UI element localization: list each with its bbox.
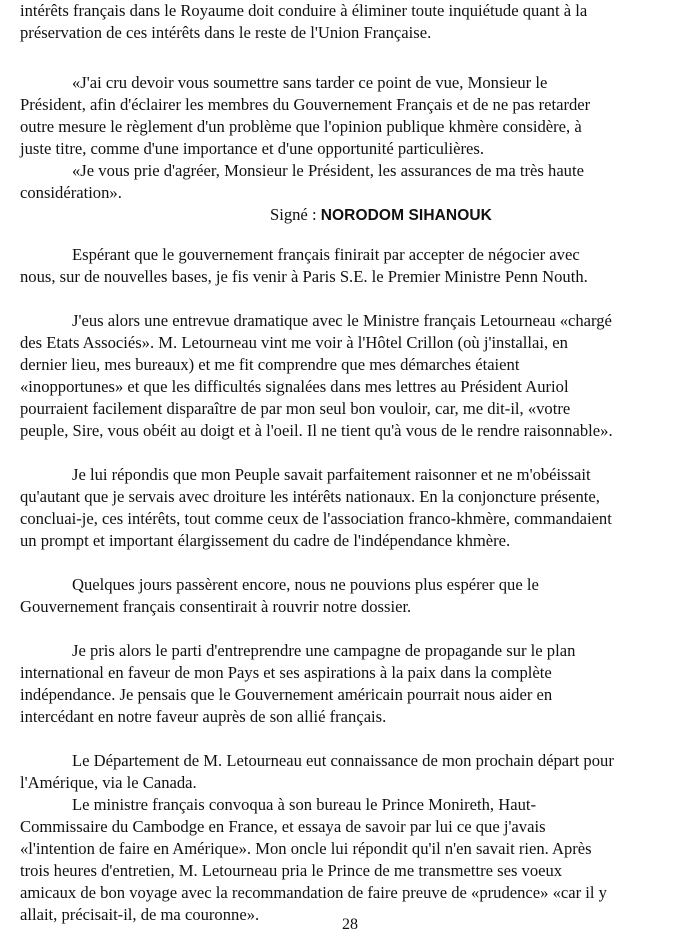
paragraph — [20, 750, 682, 794]
text-line: considération». — [20, 183, 122, 202]
paragraph — [20, 640, 682, 728]
paragraph-letter-closing — [20, 72, 682, 204]
paragraph — [20, 574, 682, 618]
text-line: préservation de ces intérêts dans le reste de l'Union Française. — [20, 23, 432, 42]
text-line: juste titre, comme d'une importance et d'une opportunité particulières. — [20, 139, 485, 158]
text-line: Le Département de M. Letourneau eut connaissance de mon prochain départ pour — [72, 751, 614, 770]
signature-label: Signé : — [270, 205, 321, 224]
paragraph — [20, 244, 682, 288]
text-line: international en faveur de mon Pays et ses aspirations à la paix dans la complète — [20, 663, 552, 682]
text-line: Commissaire du Cambodge en France, et essaya de savoir par lui ce que j'avais — [20, 817, 546, 836]
text-line: «Je vous prie d'agréer, Monsieur le Président, les assurances de ma très haute — [72, 161, 584, 180]
text-line: trois heures d'entretien, M. Letourneau pria le Prince de me transmettre ses voeux — [20, 861, 563, 880]
text-line: intérêts français dans le Royaume doit conduire à éliminer toute inquiétude quant à la — [20, 1, 588, 20]
text-line: J'eus alors une entrevue dramatique avec le Ministre français Letourneau «chargé — [72, 311, 612, 330]
text-line: amicaux de bon voyage avec la recommandation de faire preuve de «prudence» «car il y — [20, 883, 607, 902]
text-line: des Etats Associés». M. Letourneau vint me voir à l'Hôtel Crillon (où j'installai, en — [20, 333, 568, 352]
text-line: Je lui répondis que mon Peuple savait parfaitement raisonner et ne m'obéissait — [72, 465, 591, 484]
text-line: Espérant que le gouvernement français finirait par accepter de négocier avec — [72, 245, 580, 264]
text-line: pourraient facilement disparaître de par mon seul bon vouloir, car, me dit-il, «votre — [20, 399, 571, 418]
text-line: dernier lieu, mes bureaux) et me fit comprendre que mes démarches étaient — [20, 355, 520, 374]
text-line: «l'intention de faire en Amérique». Mon oncle lui répondit qu'il n'en savait rien. Après — [20, 839, 592, 858]
text-line: «inopportunes» et que les difficultés signalées dans mes lettres au Président Auriol — [20, 377, 569, 396]
text-line: Gouvernement français consentirait à rouvrir notre dossier. — [20, 597, 412, 616]
text-line: concluai-je, ces intérêts, tout comme ceux de l'association franco-khmère, commandaient — [20, 509, 612, 528]
paragraph-continuation — [20, 0, 682, 44]
paragraph — [20, 310, 682, 442]
paragraph — [20, 794, 682, 926]
text-line: Je pris alors le parti d'entreprendre une campagne de propagande sur le plan — [72, 641, 576, 660]
text-line: un prompt et important élargissement du cadre de l'indépendance khmère. — [20, 531, 511, 550]
text-line: Le ministre français convoqua à son bureau le Prince Monireth, Haut- — [72, 795, 537, 814]
text-line: allait, précisait-il, de ma couronne». — [20, 905, 260, 924]
signature-line — [270, 204, 492, 227]
text-line: qu'autant que je servais avec droiture les intérêts nationaux. En la conjoncture présente, — [20, 487, 600, 506]
text-line: outre mesure le règlement d'un problème que l'opinion publique khmère considère, à — [20, 117, 582, 136]
paragraph — [20, 464, 682, 552]
text-line: «J'ai cru devoir vous soumettre sans tarder ce point de vue, Monsieur le — [72, 73, 548, 92]
text-line: l'Amérique, via le Canada. — [20, 773, 197, 792]
text-line: Président, afin d'éclairer les membres du Gouvernement Français et de ne pas retarder — [20, 95, 591, 114]
text-line: indépendance. Je pensais que le Gouvernement américain pourrait nous aider en — [20, 685, 553, 704]
text-line: Quelques jours passèrent encore, nous ne pouvions plus espérer que le — [72, 575, 539, 594]
text-line: intercédant en notre faveur auprès de son allié français. — [20, 707, 387, 726]
page-number: 28 — [342, 916, 358, 933]
text-line: nous, sur de nouvelles bases, je fis venir à Paris S.E. le Premier Ministre Penn Nouth. — [20, 267, 588, 286]
text-line: peuple, Sire, vous obéit au doigt et à l'oeil. Il ne tient qu'à vous de le rendre raisonnable». — [20, 421, 613, 440]
signature-name: NORODOM SIHANOUK — [320, 207, 492, 224]
